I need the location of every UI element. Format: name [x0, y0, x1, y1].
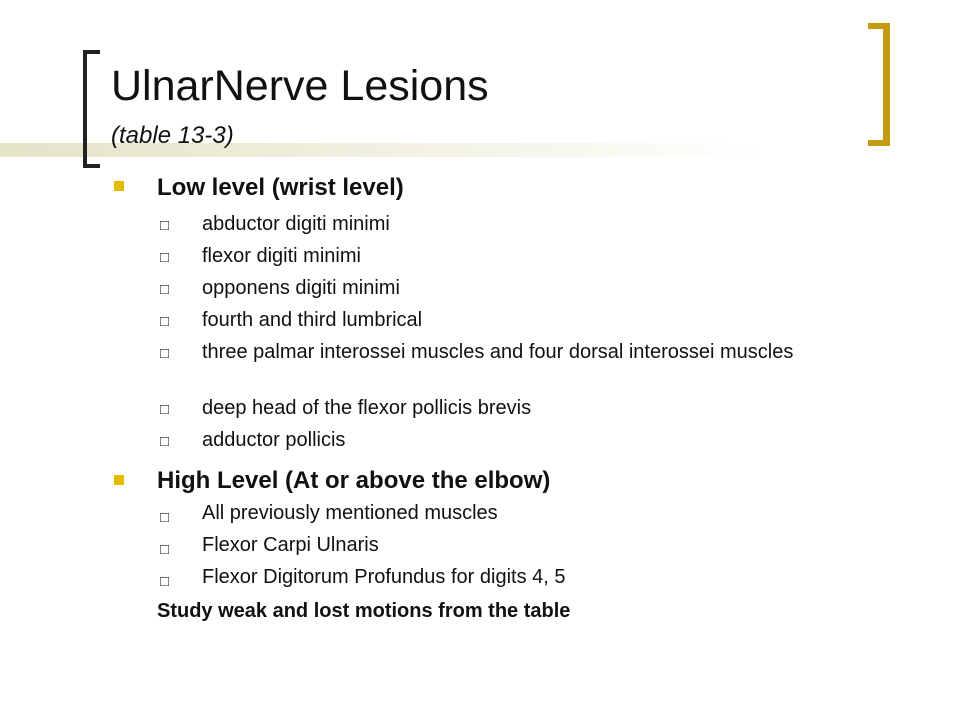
list-item: three palmar interossei muscles and four dorsal interossei muscles [202, 341, 794, 363]
open-square-icon: □ [160, 217, 170, 234]
list-item: All previously mentioned muscles [202, 502, 498, 524]
open-square-icon: □ [160, 281, 170, 298]
right-bracket-icon [868, 23, 890, 146]
open-square-icon: □ [160, 573, 170, 590]
open-square-icon: □ [160, 509, 170, 526]
list-item: deep head of the flexor pollicis brevis [202, 397, 532, 419]
open-square-icon: □ [160, 541, 170, 558]
open-square-icon: □ [160, 345, 170, 362]
open-square-icon: □ [160, 401, 170, 418]
list-item: Flexor Carpi Ulnaris [202, 534, 379, 556]
section-heading-high-level: High Level (At or above the elbow) [157, 467, 551, 494]
list-item: opponens digiti minimi [202, 277, 400, 299]
list-item: adductor pollicis [202, 429, 346, 451]
list-item: Flexor Digitorum Profundus for digits 4, 5 [202, 566, 566, 588]
left-bracket-icon [83, 50, 100, 168]
list-item: flexor digiti minimi [202, 245, 361, 267]
open-square-icon: □ [160, 313, 170, 330]
filled-square-icon [114, 181, 124, 191]
filled-square-icon [114, 475, 124, 485]
list-item: abductor digiti minimi [202, 213, 390, 235]
slide-subtitle: (table 13-3) [111, 122, 234, 149]
slide-title: UlnarNerve Lesions [111, 62, 489, 110]
study-note: Study weak and lost motions from the table [157, 600, 571, 622]
open-square-icon: □ [160, 433, 170, 450]
list-item: fourth and third lumbrical [202, 309, 423, 331]
open-square-icon: □ [160, 249, 170, 266]
section-heading-low-level: Low level (wrist level) [157, 174, 404, 201]
